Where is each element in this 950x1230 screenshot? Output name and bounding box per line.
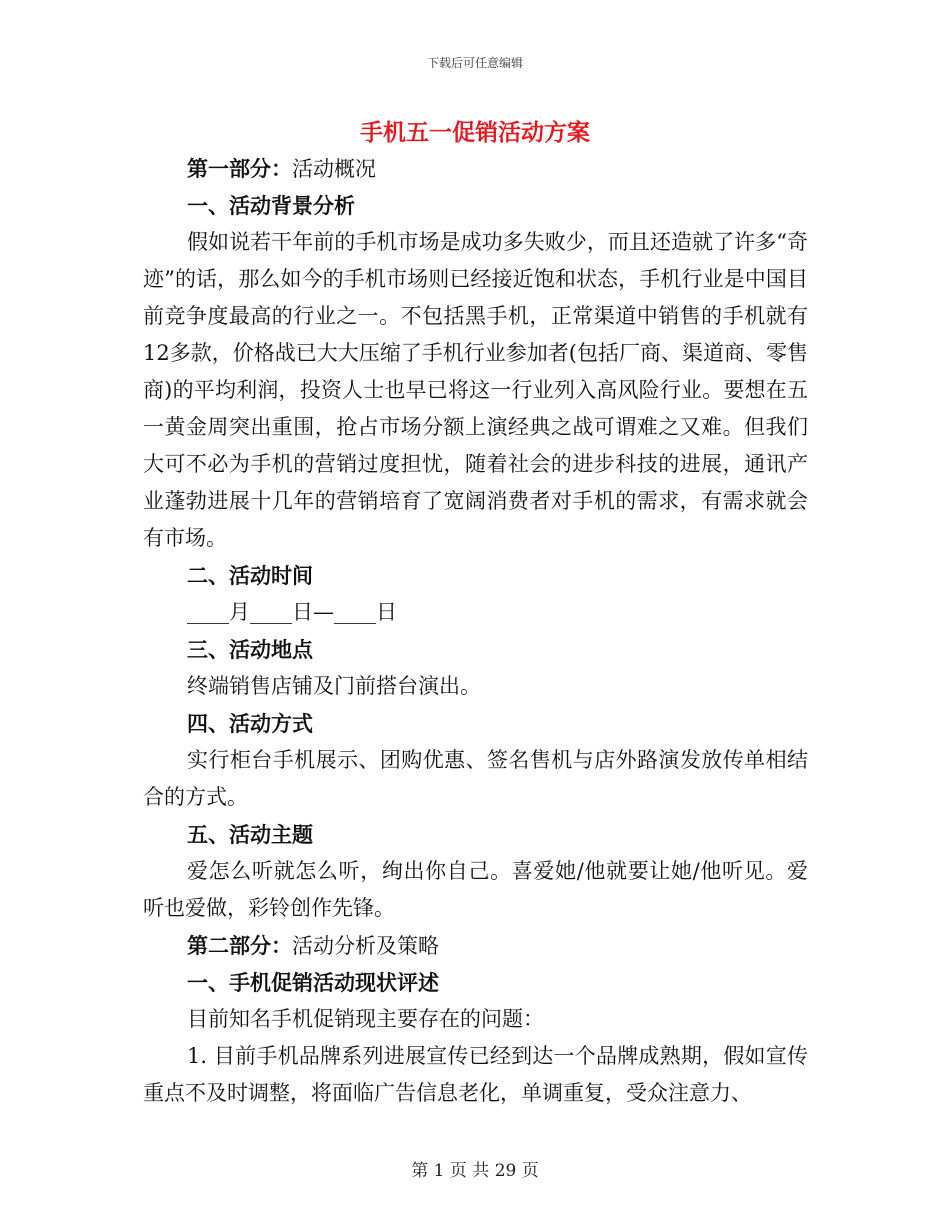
document-title: 手机五一促销活动方案 xyxy=(360,119,590,146)
section-status-heading: 一、手机促销活动现状评述 xyxy=(187,970,439,995)
section-theme-body: 爱怎么听就怎么听，绚出你自己。喜爱她/他就要让她/他听见。爱听也爱做，彩铃创作先锋。 xyxy=(143,859,808,920)
section-status-item-1: 1. 目前手机品牌系列进展宣传已经到达一个品牌成熟期，假如宣传重点不及时调整，将面临广告信息老化，单调重复，受众注意力、 xyxy=(143,1044,808,1105)
section-method-body: 实行柜台手机展示、团购优惠、签名售机与店外路演发放传单相结合的方式。 xyxy=(143,748,808,809)
section-time-heading: 二、活动时间 xyxy=(187,563,313,588)
section-location-heading: 三、活动地点 xyxy=(187,637,313,662)
document-body xyxy=(143,150,808,1112)
part-two-label: 第二部分： xyxy=(187,933,292,958)
section-method-heading: 四、活动方式 xyxy=(187,711,313,736)
section-background-heading: 一、活动背景分析 xyxy=(187,193,355,218)
section-theme-heading: 五、活动主题 xyxy=(187,822,313,847)
part-two-heading xyxy=(143,927,808,964)
page-footer: 第 1 页 共 29 页 xyxy=(411,1161,539,1181)
section-background-body: 假如说若干年前的手机市场是成功多失败少，而且还造就了许多“奇迹”的话，那么如今的手机市场则已经接近饱和状态，手机行业是中国目前竞争度最高的行业之一。不包括黑手机，正常渠道中销售的手机就有12多款，价格战已大大压缩了手机行业参加者(包括厂商、渠道商、零售商)的平均利润，投资人士也早已将这一行业列入高风险行业。要想在五一黄金周突出重围，抢占市场分额上演经典之战可谓难之又难。但我们大可不必为手机的营销过度担忧，随着社会的进步科技的进展，通讯产业蓬勃进展十几年的营销培育了宽阔消费者对手机的需求，有需求就会有市场。 xyxy=(143,230,808,550)
part-one-heading xyxy=(143,150,808,187)
section-status-intro: 目前知名手机促销现主要存在的问题： xyxy=(187,1007,544,1031)
section-time-body: ____月____日—____日 xyxy=(187,600,397,624)
part-two-text: 活动分析及策略 xyxy=(292,934,439,958)
part-one-text: 活动概况 xyxy=(292,157,376,181)
part-one-label: 第一部分： xyxy=(187,156,292,181)
section-location-body: 终端销售店铺及门前搭台演出。 xyxy=(187,674,481,698)
page-header: 下载后可任意编辑 xyxy=(426,56,523,70)
